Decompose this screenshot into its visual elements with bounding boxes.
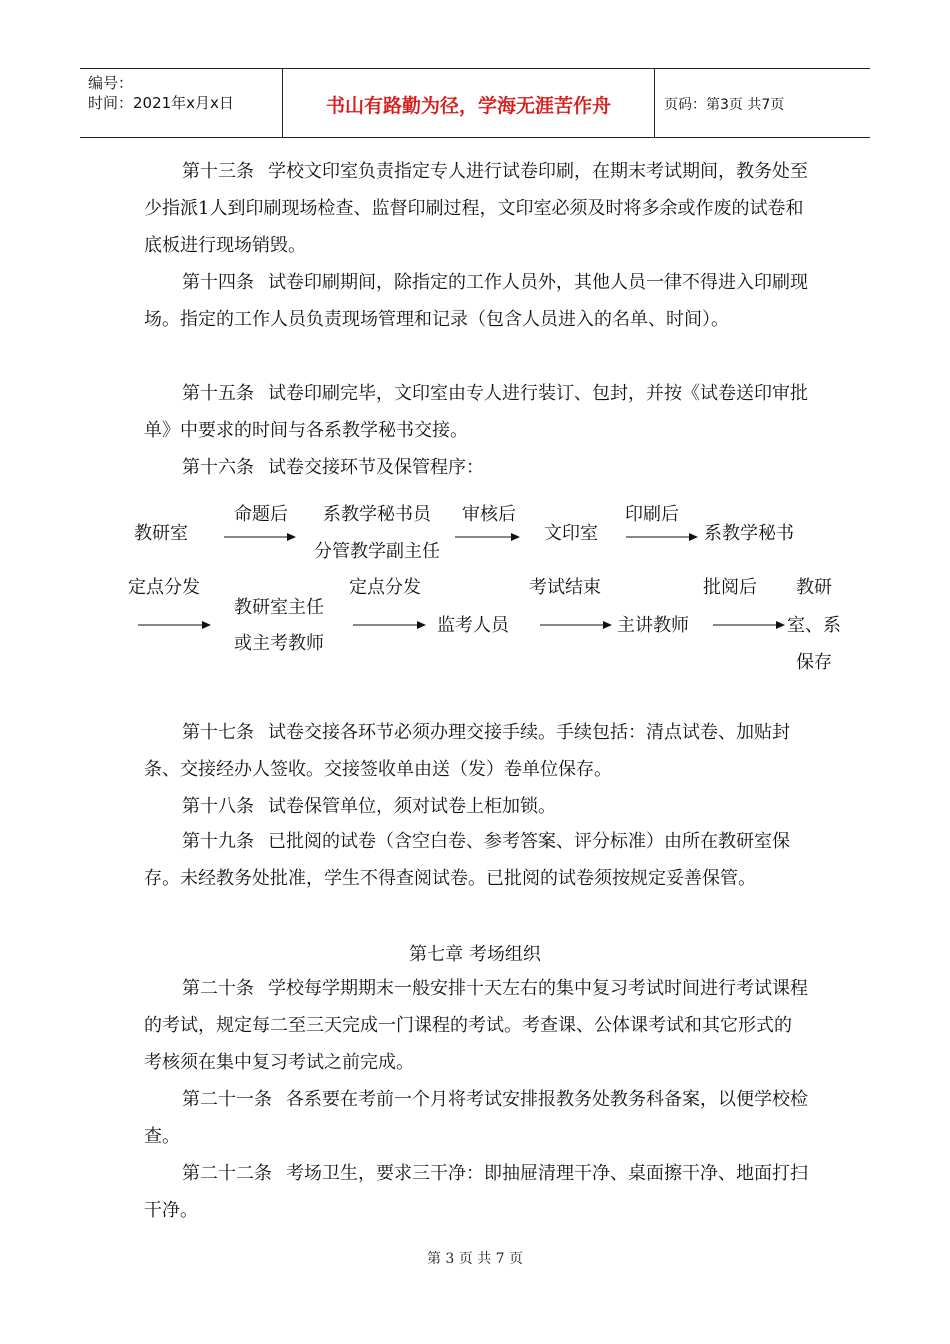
article-number: 第十五条 bbox=[182, 383, 254, 404]
flow-node-dept-secretary: 系教学秘书员 bbox=[323, 504, 431, 525]
article-text: 试卷交接环节及保管程序： bbox=[268, 457, 484, 478]
article-number: 第十三条 bbox=[182, 161, 254, 182]
article-text: 已批阅的试卷（含空白卷、参考答案、评分标准）由所在教研室保存。未经教务处批准，学生不得查阅试卷。已批阅的试卷须按规定妥善保管。 bbox=[144, 831, 790, 889]
flow-label-after-grading: 批阅后 bbox=[703, 577, 757, 598]
header-meta bbox=[88, 73, 234, 113]
flow-label-distribute: 定点分发 bbox=[349, 577, 421, 598]
page-footer: 第 3 页 共 7 页 bbox=[426, 1251, 524, 1267]
article-number: 第二十一条 bbox=[182, 1089, 272, 1110]
article-16 bbox=[144, 449, 809, 486]
article-text: 试卷交接各环节必须办理交接手续。手续包括：清点试卷、加贴封条、交接经办人签收。交接签收单由送（发）卷单位保存。 bbox=[144, 722, 790, 780]
header-motto: 书山有路勤为径，学海无涯苦作舟 bbox=[325, 95, 611, 117]
article-14 bbox=[144, 264, 809, 338]
flow-node-office-head: 教研室主任 bbox=[234, 597, 324, 618]
flow-label-exam-ends: 考试结束 bbox=[529, 577, 601, 598]
flow-label-after-review: 审核后 bbox=[462, 504, 516, 525]
flow-node-invigilators: 监考人员 bbox=[437, 615, 509, 636]
flow-node-dept-teaching-secretary: 系教学秘书 bbox=[704, 523, 794, 544]
article-number: 第十六条 bbox=[182, 457, 254, 478]
article-text: 试卷印刷完毕，文印室由专人进行装订、包封，并按《试卷送印审批单》中要求的时间与各系教学秘书交接。 bbox=[144, 383, 808, 441]
article-text: 学校每学期期末一般安排十天左右的集中复习考试时间进行考试课程的考试，规定每二至三天完成一门课程的考试。考查课、公体课考试和其它形式的考核须在集中复习考试之前完成。 bbox=[144, 978, 808, 1073]
article-text: 学校文印室负责指定专人进行试卷印刷，在期末考试期间，教务处至少指派1人到印刷现场检查、监督印刷过程，文印室必须及时将多余或作废的试卷和底板进行现场销毁。 bbox=[144, 161, 808, 256]
flow-label-distribute: 定点分发 bbox=[128, 577, 200, 598]
article-text: 试卷印刷期间，除指定的工作人员外，其他人员一律不得进入印刷现场。指定的工作人员负责现场管理和记录（包含人员进入的名单、时间）。 bbox=[144, 272, 808, 330]
article-number: 第十九条 bbox=[182, 831, 254, 852]
article-text: 试卷保管单位，须对试卷上柜加锁。 bbox=[268, 796, 556, 817]
header-divider bbox=[654, 69, 655, 137]
flow-node-storage-3: 保存 bbox=[796, 652, 832, 673]
article-17 bbox=[144, 714, 809, 788]
article-15 bbox=[144, 375, 809, 449]
flow-node-storage-2: 室、系 bbox=[787, 615, 841, 636]
article-22 bbox=[144, 1155, 809, 1229]
flow-node-print-room: 文印室 bbox=[544, 523, 598, 544]
article-19 bbox=[144, 823, 809, 897]
article-18 bbox=[144, 788, 809, 825]
page-header bbox=[80, 68, 870, 138]
chapter-title: 第七章 考场组织 bbox=[409, 944, 541, 965]
flow-node-storage-1: 教研 bbox=[796, 577, 832, 598]
article-13 bbox=[144, 153, 809, 264]
article-number: 第二十条 bbox=[182, 978, 254, 999]
article-number: 第二十二条 bbox=[182, 1163, 272, 1184]
article-number: 第十七条 bbox=[182, 722, 254, 743]
number-label: 编号： bbox=[88, 74, 134, 92]
article-number: 第十四条 bbox=[182, 272, 254, 293]
flow-label-after-setting: 命题后 bbox=[234, 504, 288, 525]
flow-node-chief-examiner: 或主考教师 bbox=[234, 633, 324, 654]
article-text: 各系要在考前一个月将考试安排报教务处教务科备案，以便学校检查。 bbox=[144, 1089, 808, 1147]
flow-label-after-printing: 印刷后 bbox=[625, 504, 679, 525]
article-21 bbox=[144, 1081, 809, 1155]
flow-node-vice-director: 分管教学副主任 bbox=[314, 541, 440, 562]
article-20 bbox=[144, 970, 809, 1081]
flow-node-teaching-office: 教研室 bbox=[134, 523, 188, 544]
flow-node-lecturer: 主讲教师 bbox=[617, 615, 689, 636]
article-text: 考场卫生，要求三干净：即抽屉清理干净、桌面擦干净、地面打扫干净。 bbox=[144, 1163, 808, 1221]
time-label: 时间：2021年x月x日 bbox=[88, 94, 234, 112]
article-number: 第十八条 bbox=[182, 796, 254, 817]
header-page-info: 页码：第3页 共7页 bbox=[664, 97, 785, 113]
